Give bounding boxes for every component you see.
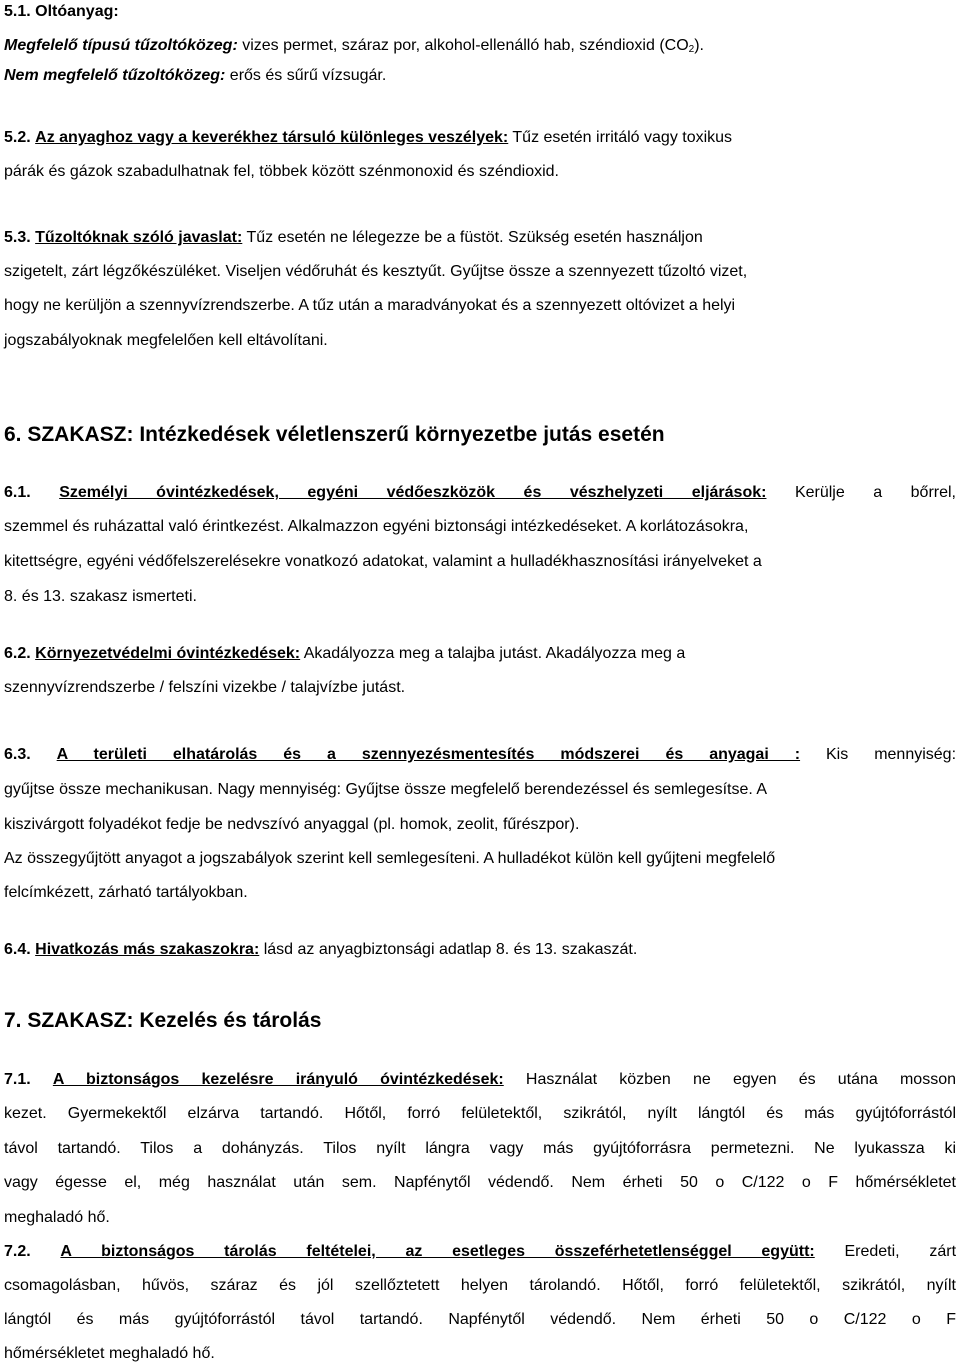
section-5-3-line-4: jogszabályoknak megfelelően kell eltávolítani.: [4, 332, 328, 349]
section-7-2-text: Eredeti, zárt: [814, 1243, 957, 1260]
unsuitable-media-text: erős és sűrű vízsugár.: [225, 67, 387, 84]
suitable-media-label: Megfelelő típusú tűzoltóközeg:: [4, 37, 238, 54]
section-6-2-line-2: szennyvízrendszerbe / felszíni vizekbe / talajvízbe jutást.: [4, 679, 406, 696]
suitable-media-text-end: ).: [694, 37, 704, 54]
section-6-2-heading: Környezetvédelmi óvintézkedések:: [35, 645, 301, 662]
section-6-4-number: 6.4.: [4, 941, 31, 958]
section-7-1-line-5: meghaladó hő.: [4, 1209, 110, 1226]
section-6-3-line-5: felcímkézett, zárható tartályokban.: [4, 884, 248, 901]
section-6-3-line-4: Az összegyűjtött anyagot a jogszabályok szerint kell semlegesíteni. A hulladékot külön kell gyűjteni megfelelő: [4, 850, 776, 867]
section-5-1-unsuitable: [4, 66, 956, 86]
section-6-1-line-3: kitettségre, egyéni védőfelszerelésekre vonatkozó adatokat, valamint a hulladékhasznosítási irányelveket a: [4, 553, 762, 570]
section-6-3-line-3: kiszivárgott folyadékot fedje be nedvszívó anyaggal (pl. homok, zeolit, fűrészpor).: [4, 816, 580, 833]
section-6-4-text: lásd az anyagbiztonsági adatlap 8. és 13. szakaszát.: [259, 941, 638, 958]
section-6-1-number: 6.1.: [4, 484, 31, 501]
section-5-3-line-3: hogy ne kerüljön a szennyvízrendszerbe. A tűz után a maradványokat és a szennyezett oltóvizet a helyi: [4, 297, 736, 314]
section-5-2-text: Tűz esetén irritáló vagy toxikus: [508, 129, 733, 146]
section-6-1-line-1: [4, 483, 956, 503]
section-6-1-line-4: 8. és 13. szakasz ismerteti.: [4, 588, 197, 605]
section-6-3-line-1: [4, 745, 956, 765]
section-5-2-line-2: párák és gázok szabadulhatnak fel, többek között szénmonoxid és széndioxid.: [4, 163, 559, 180]
section-6-3-line-2: gyűjtse össze mechanikusan. Nagy mennyiség: Gyűjtse össze megfelelő berendezéssel és semlegesítse. A: [4, 781, 768, 798]
section-6-1-text: Kerülje a bőrrel,: [766, 484, 956, 501]
section-5-3-line-2: szigetelt, zárt légzőkészüléket. Viseljen védőruhát és kesztyűt. Gyűjtse össze a szennyezett tűzoltó vizet,: [4, 263, 748, 280]
section-5-1-heading: 5.1. Oltóanyag:: [4, 3, 119, 20]
section-5-3-number: 5.3.: [4, 229, 31, 246]
section-6-2-text: Akadályozza meg a talajba jutást. Akadályozza meg a: [300, 645, 686, 662]
section-7-2-line-3: lángtól és más gyújtóforrástól távol tartandó. Napfénytől védendő. Nem érheti 50 o C/122 o F: [4, 1311, 956, 1328]
section-7-2-line-4: hőmérsékletet meghaladó hő.: [4, 1345, 215, 1362]
section-5-1-suitable: [4, 36, 956, 60]
section-7-1-heading: A biztonságos kezelésre irányuló óvintézkedések:: [52, 1071, 504, 1088]
section-7-2-number: 7.2.: [4, 1243, 31, 1260]
section-7-1-text: Használat közben ne egyen és utána mosson: [503, 1071, 956, 1088]
section-5-3-heading: Tűzoltóknak szóló javaslat:: [35, 229, 243, 246]
section-6-3-text: Kis mennyiség:: [800, 746, 957, 763]
section-6-2-line-1: [4, 644, 956, 664]
section-7-1-line-2: kezet. Gyermekektől elzárva tartandó. Hőtől, forró felületektől, szikrától, nyílt lángtól és más gyújtóforrástól: [4, 1105, 956, 1122]
section-7-1-number: 7.1.: [4, 1071, 31, 1088]
section-5-3-line-1: [4, 228, 956, 248]
section-5-2-line-1: [4, 128, 956, 148]
section-6-1-line-2: szemmel és ruházattal való érintkezést. Alkalmazzon egyéni biztonsági intézkedéseket. A korlátozásokra,: [4, 518, 749, 535]
section-5-2-heading: Az anyaghoz vagy a keverékhez társuló különleges veszélyek:: [35, 129, 509, 146]
section-7-1-line-3: távol tartandó. Tilos a dohányzás. Tilos nyílt lángra vagy más gyújtóforrásra permetezni. Ne lyukassza ki: [4, 1140, 956, 1157]
section-7-title: 7. SZAKASZ: Kezelés és tárolás: [4, 1009, 322, 1032]
section-6-title: 6. SZAKASZ: Intézkedések véletlenszerű környezetbe jutás esetén: [4, 423, 665, 446]
section-6-3-number: 6.3.: [4, 746, 31, 763]
section-7-1-line-4: vagy égesse el, még használat után sem. Napfénytől védendő. Nem érheti 50 o C/122 o F hőmérsékletet: [4, 1174, 956, 1191]
section-5-3-text: Tűz esetén ne lélegezze be a füstöt. Szükség esetén használjon: [242, 229, 703, 246]
section-7-2-heading: A biztonságos tárolás feltételei, az esetleges összeférhetetlenséggel együtt:: [60, 1243, 815, 1260]
section-6-2-number: 6.2.: [4, 645, 31, 662]
unsuitable-media-label: Nem megfelelő tűzoltóközeg:: [4, 67, 226, 84]
section-6-1-heading: Személyi óvintézkedések, egyéni védőeszközök és vészhelyzeti eljárások:: [59, 484, 767, 501]
section-5-2-number: 5.2.: [4, 129, 31, 146]
co2-subscript: 2: [688, 44, 695, 55]
section-7-2-line-2: csomagolásban, hűvös, száraz és jól szellőztetett helyen tárolandó. Hőtől, forró felületektől, szikrától, nyílt: [4, 1277, 956, 1294]
section-7-2-line-1: [4, 1242, 956, 1262]
suitable-media-text: vizes permet, száraz por, alkohol-ellenálló hab, széndioxid (CO: [237, 37, 689, 54]
section-7-1-line-1: [4, 1070, 956, 1090]
section-6-4-heading: Hivatkozás más szakaszokra:: [35, 941, 260, 958]
section-6-4-line-1: [4, 940, 956, 960]
section-6-3-heading: A területi elhatárolás és a szennyezésmentesítés módszerei és anyagai :: [56, 746, 801, 763]
